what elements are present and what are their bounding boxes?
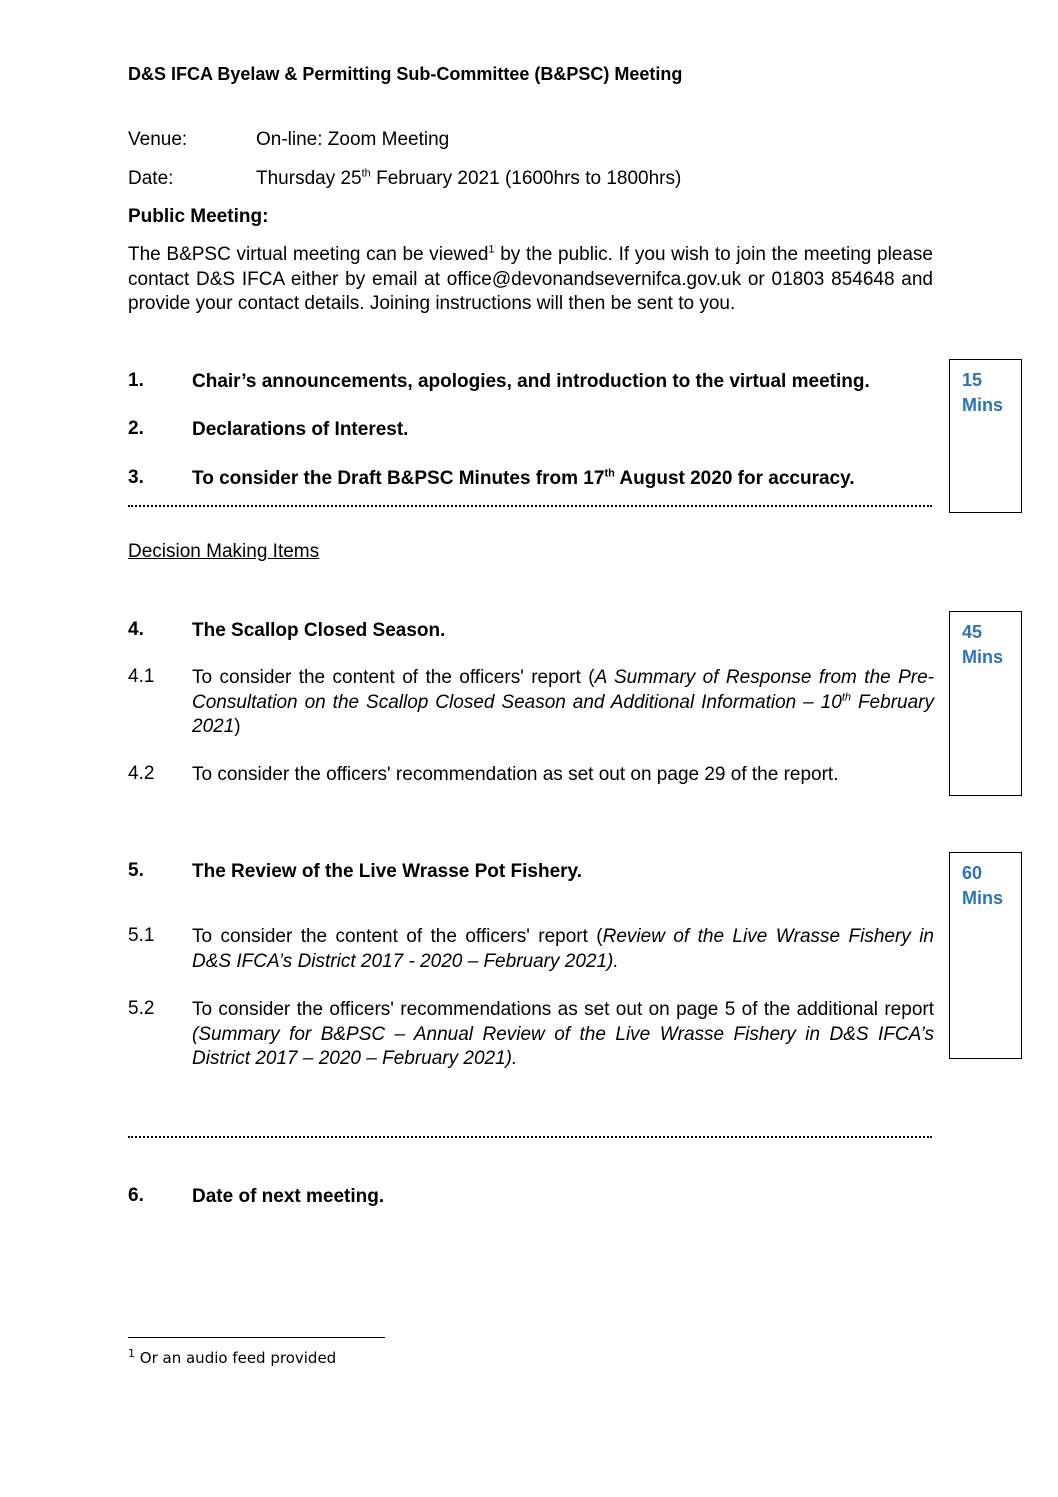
- date-label: Date:: [128, 168, 174, 189]
- document-title: D&S IFCA Byelaw & Permitting Sub-Committee (B&PSC) Meeting: [128, 64, 683, 84]
- subitem-text: To consider the officers' recommendations as set out on page 5 of the additional report (Summary for B&PSC – Annual Review of the Live Wrasse Fishery in D&S IFCA’s District 2017 – 2020 – February 2021).: [192, 999, 934, 1069]
- item-text: Date of next meeting.: [192, 1186, 385, 1207]
- subitem-text: To consider the content of the officers' report (Review of the Live Wrasse Fishery in D&S IFCA’s District 2017 - 2020 – February 2021).: [192, 926, 934, 972]
- item-text: The Scallop Closed Season.: [192, 620, 446, 641]
- dotted-divider: [128, 505, 932, 509]
- item-number: 2.: [128, 418, 144, 439]
- item-text: Declarations of Interest.: [192, 419, 409, 440]
- item-number: 4.: [128, 619, 144, 640]
- item-number: 6.: [128, 1185, 144, 1206]
- subitem-text: To consider the content of the officers' report (A Summary of Response from the Pre-Consultation on the Scallop Closed Season and Additional Information – 10th February 2021): [192, 667, 934, 737]
- item-number: 1.: [128, 370, 144, 391]
- time-box-minutes: 45 Mins: [962, 622, 1004, 667]
- dotted-divider: [128, 1136, 932, 1140]
- public-meeting-text: The B&PSC virtual meeting can be viewed$^1$ by the public. If you wish to join the meeting please contact D&S IFCA either by email at office@devonandsevernifca.gov.uk or 01803 854648 and provide your contact details. Joining instructions will then be sent to you.: [128, 243, 933, 314]
- footnote-separator: [128, 1337, 385, 1338]
- public-meeting-heading: Public Meeting:: [128, 206, 269, 227]
- subitem-text: To consider the officers' recommendation as set out on page 29 of the report.: [192, 764, 839, 785]
- venue-value: On-line: Zoom Meeting: [256, 129, 450, 150]
- item-text: Chair’s announcements, apologies, and introduction to the virtual meeting.: [192, 371, 870, 392]
- venue-label: Venue:: [128, 129, 188, 150]
- date-value: Thursday 25th February 2021 (1600hrs to 1800hrs): [256, 167, 682, 189]
- time-box-minutes: 15 Mins: [962, 370, 1004, 415]
- item-text: The Review of the Live Wrasse Pot Fishery.: [192, 861, 582, 882]
- footnote-ref: 1: [488, 243, 495, 256]
- section-heading: Decision Making Items: [128, 541, 320, 562]
- item-text: To consider the Draft B&PSC Minutes from 17th August 2020 for accuracy.: [192, 467, 855, 489]
- subitem-number: 5.2: [128, 998, 155, 1019]
- time-box-minutes: 60 Mins: [962, 863, 1004, 908]
- subitem-number: 4.1: [128, 666, 155, 687]
- subitem-number: 5.1: [128, 925, 155, 946]
- footnote: $^1$ Or an audio feed provided: [128, 1347, 337, 1367]
- subitem-number: 4.2: [128, 763, 155, 784]
- item-number: 5.: [128, 860, 144, 881]
- item-number: 3.: [128, 467, 144, 488]
